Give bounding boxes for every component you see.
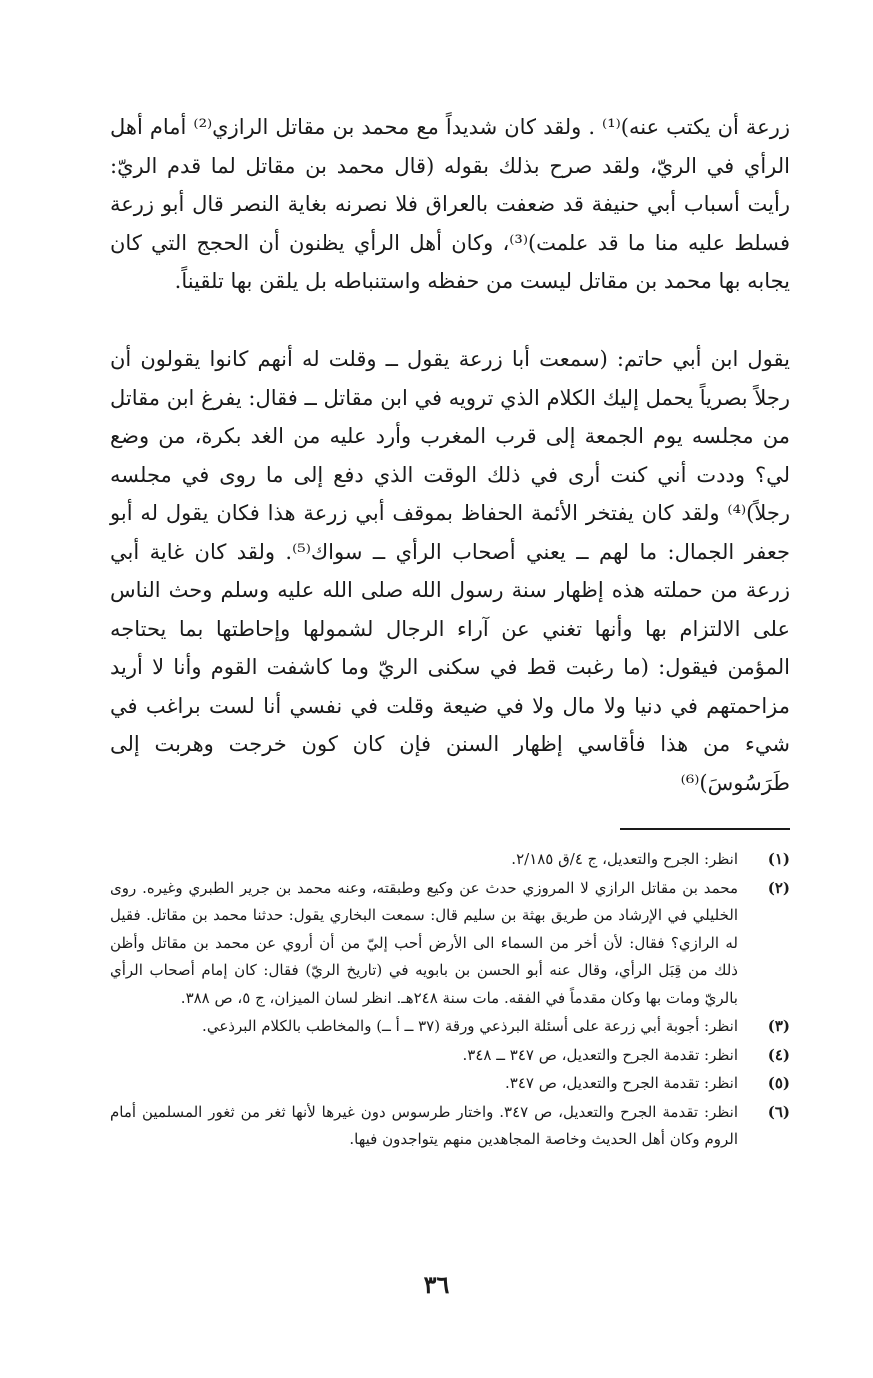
footnote-marker: (١): [767, 850, 790, 868]
footnote-text: انظر: تقدمة الجرح والتعديل، ص ٣٤٧. واختار طرسوس دون غيرها لأنها ثغر من ثغور المسلمين أمام الروم وكان أهل الحديث وخاصة المجاهدين منهم يتواجدون فيها.: [110, 1102, 738, 1148]
body-paragraph-2: يقول ابن أبي حاتم: (سمعت أبا زرعة يقول ــ وقلت له أنهم كانوا يقولون أن رجلاً بصرياً يحمل إليك الكلام الذي ترويه في ابن مقاتل ــ فقال: يفرغ ابن مقاتل من مجلسه يوم الجمعة إلى قرب المغرب وأرد عليه من الغد بكرة، من وضع لي؟ وددت أني كنت أرى في ذلك الوقت الذي دفع إلى ما روى في مجلسه رجلاً)⁽⁴⁾ ولقد كان يفتخر الأئمة الحفاظ بموقف أبي زرعة هذا فكان يقول له أبو جعفر الجمال: ما لهم ــ يعني أصحاب الرأي ــ سواك⁽⁵⁾. ولقد كان غاية أبي زرعة من حملته هذه إظهار سنة رسول الله صلى الله عليه وسلم وحث الناس على الالتزام بها وأنها تغني عن آراء الرجال لشمولها وإحاطتها بما يحتاجه المؤمن فيقول: (ما رغبت قط في سكنى الريّ وما كاشفت القوم وأنا لا أريد مزاحمتهم في دنيا ولا مال ولا في ضيعة وقلت في نفسي أنا لست براغب في شيء من هذا فأقاسي إظهار السنن فإن كان كون خرجت وهربت إلى طَرَسُوسَ)⁽⁶⁾: [110, 347, 790, 795]
body-paragraph-1: زرعة أن يكتب عنه)⁽¹⁾ . ولقد كان شديداً مع محمد بن مقاتل الرازي⁽²⁾ أمام أهل الرأي في الريّ، ولقد صرح بذلك بقوله (قال محمد بن مقاتل لما قدم الريّ: رأيت أسباب أبي حنيفة قد ضعفت بالعراق فلا نصرنه بغاية النصر قال أبو زرعة فسلط عليه منا ما قد علمت)⁽³⁾، وكان أهل الرأي يظنون أن الحجج التي كان يجابه بها محمد بن مقاتل ليست من حفظه واستنباطه بل يلقن بها تلقيناً.: [110, 115, 790, 293]
footnote-text: انظر: تقدمة الجرح والتعديل، ص ٣٤٧ ــ ٣٤٨.: [462, 1045, 738, 1064]
footnote-divider: [620, 828, 790, 830]
footnote-6: [110, 1099, 790, 1154]
footnote-marker: (٦): [767, 1102, 790, 1121]
footnotes-section: [110, 846, 790, 1155]
footnote-text: محمد بن مقاتل الرازي لا المروزي حدث عن وكيع وطبقته، وعنه محمد بن جرير الطبري وغيره. روى الخليلي في الإرشاد من طريق بهثة بن سليم قال: سمعت البخاري يقول: حدثنا محمد بن مقاتل. فقيل له الرازي؟ فقال: لأن أخر من السماء الى الأرض أحب إليّ من أن أروي عن محمد بن مقاتل وأظن ذلك من قِبَل الرأي، وقال عنه أبو الحسن بن بابويه في (تاريخ الريّ) فقال: كان إمام أصحاب الرأي بالريّ ومات بها وكان مقدماً في الفقه. مات سنة ٢٤٨هـ. انظر لسان الميزان، ج ٥، ص ٣٨٨.: [110, 878, 738, 1007]
footnote-marker: (٣): [767, 1017, 790, 1035]
footnote-4: [110, 1042, 790, 1070]
footnote-5: [110, 1070, 790, 1098]
footnote-marker: (٢): [767, 878, 790, 897]
footnote-3: [110, 1013, 790, 1041]
footnote-marker: (٤): [767, 1045, 790, 1064]
footnote-marker: (٥): [767, 1074, 790, 1092]
footnote-text: انظر: الجرح والتعديل، ج ٤/ق ٢/١٨٥.: [511, 850, 738, 868]
footnote-text: انظر: أجوبة أبي زرعة على أسئلة البرذعي ورقة (٣٧ ــ أ ــ) والمخاطب بالكلام البرذعي.: [202, 1017, 738, 1035]
footnote-1: [110, 846, 790, 874]
footnote-text: انظر: تقدمة الجرح والتعديل، ص ٣٤٧.: [505, 1074, 738, 1092]
footnote-2: [110, 875, 790, 1013]
page-number: ٣٦: [423, 1270, 450, 1299]
